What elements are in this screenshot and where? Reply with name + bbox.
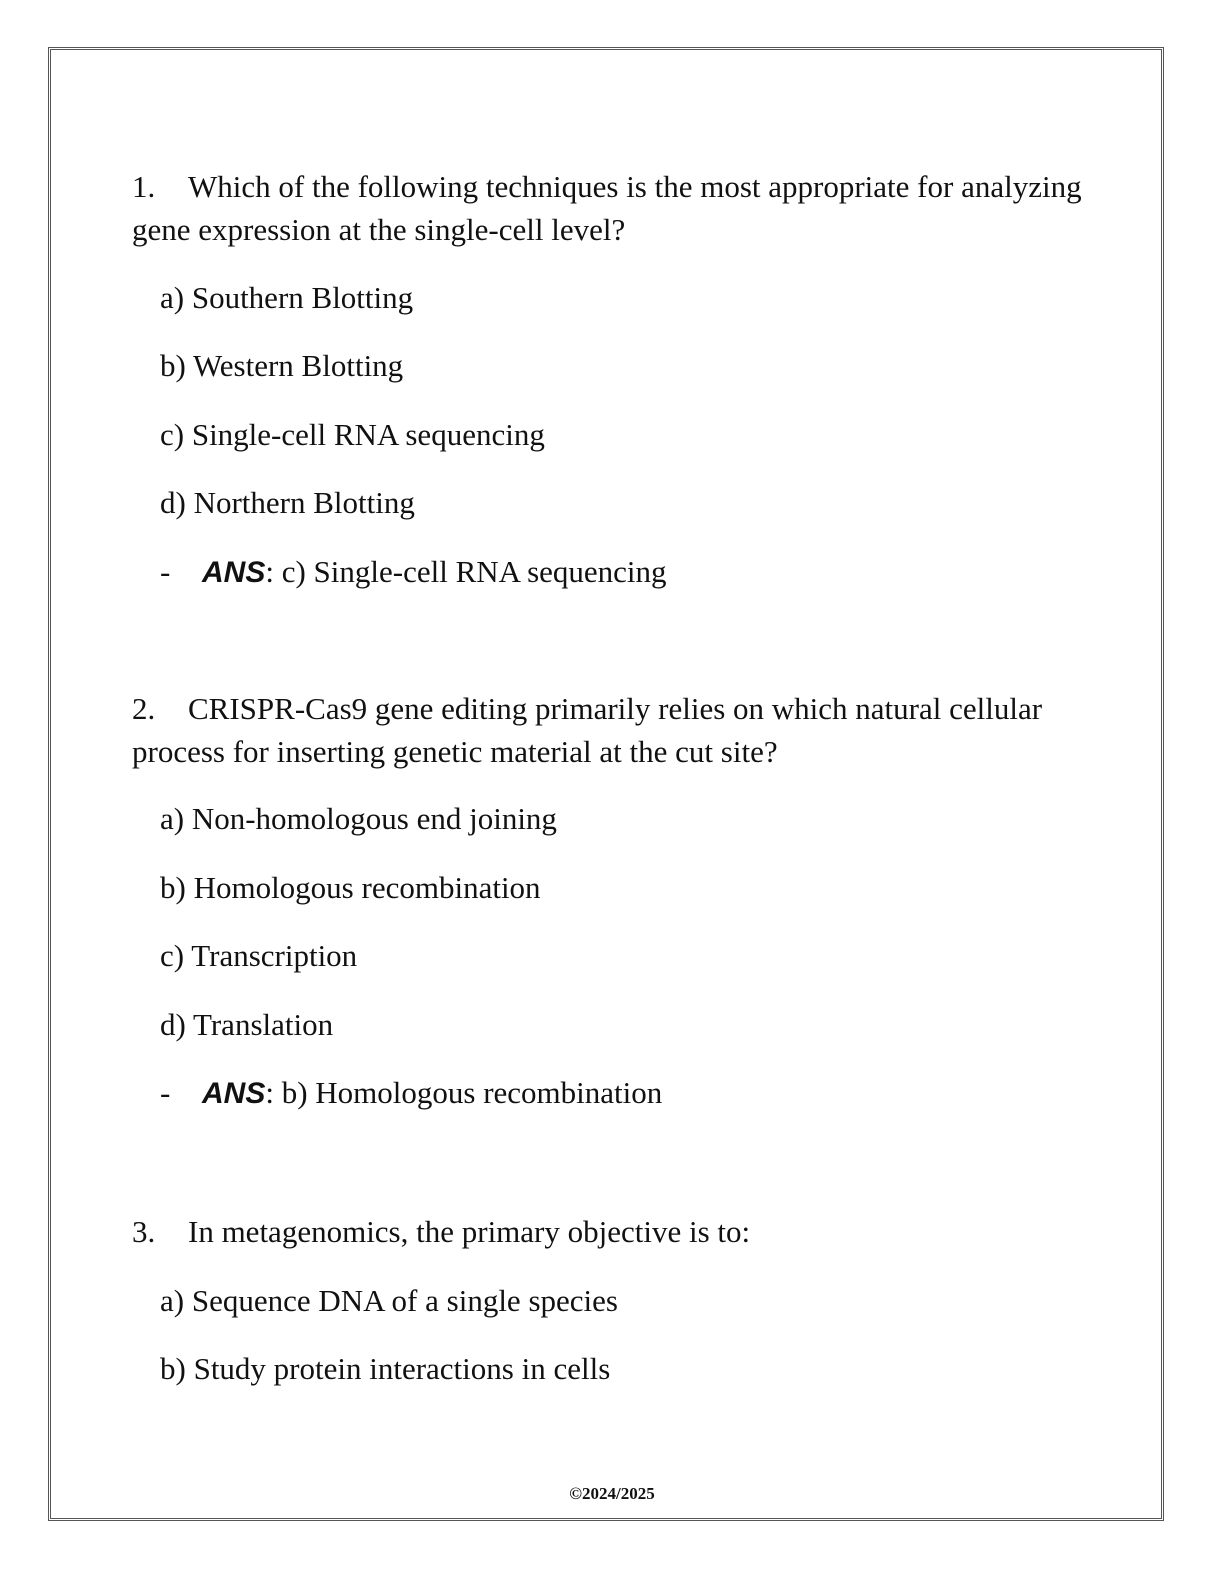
question-3-option-b: b) Study protein interactions in cells xyxy=(160,1351,611,1386)
question-2-answer xyxy=(160,1075,662,1112)
question-2-option-b: b) Homologous recombination xyxy=(160,870,541,905)
copyright-footer: ©2024/2025 xyxy=(569,1484,655,1503)
question-2-text: CRISPR-Cas9 gene editing primarily relies on which natural cellular process for inserting genetic material at the cut site? xyxy=(132,691,1043,769)
question-2-option-c: c) Transcription xyxy=(160,938,358,973)
question-1-answer xyxy=(160,554,667,591)
question-1-option-b: b) Western Blotting xyxy=(160,348,404,383)
answer-dash: - xyxy=(160,554,171,589)
question-2-number: 2. xyxy=(132,691,156,726)
answer-label: ANS xyxy=(202,1077,266,1110)
question-1-text: Which of the following techniques is the most appropriate for analyzing gene expression at the single-cell level? xyxy=(132,169,1082,247)
question-2-option-d: d) Translation xyxy=(160,1007,334,1042)
answer-text: : c) Single-cell RNA sequencing xyxy=(265,554,667,589)
question-2-option-a: a) Non-homologous end joining xyxy=(160,801,557,836)
answer-label: ANS xyxy=(202,556,266,589)
question-1-stem xyxy=(132,165,1092,251)
question-1-option-a: a) Southern Blotting xyxy=(160,280,414,315)
question-1-option-c: c) Single-cell RNA sequencing xyxy=(160,417,545,452)
question-1-number: 1. xyxy=(132,169,156,204)
question-3-number: 3. xyxy=(132,1214,156,1249)
question-2-stem xyxy=(132,687,1092,773)
answer-text: : b) Homologous recombination xyxy=(265,1075,663,1110)
question-1-option-d: d) Northern Blotting xyxy=(160,485,415,520)
question-3-text: In metagenomics, the primary objective is to: xyxy=(188,1214,751,1249)
question-3-option-a: a) Sequence DNA of a single species xyxy=(160,1283,618,1318)
answer-dash: - xyxy=(160,1075,171,1110)
question-3-stem xyxy=(132,1210,1092,1253)
